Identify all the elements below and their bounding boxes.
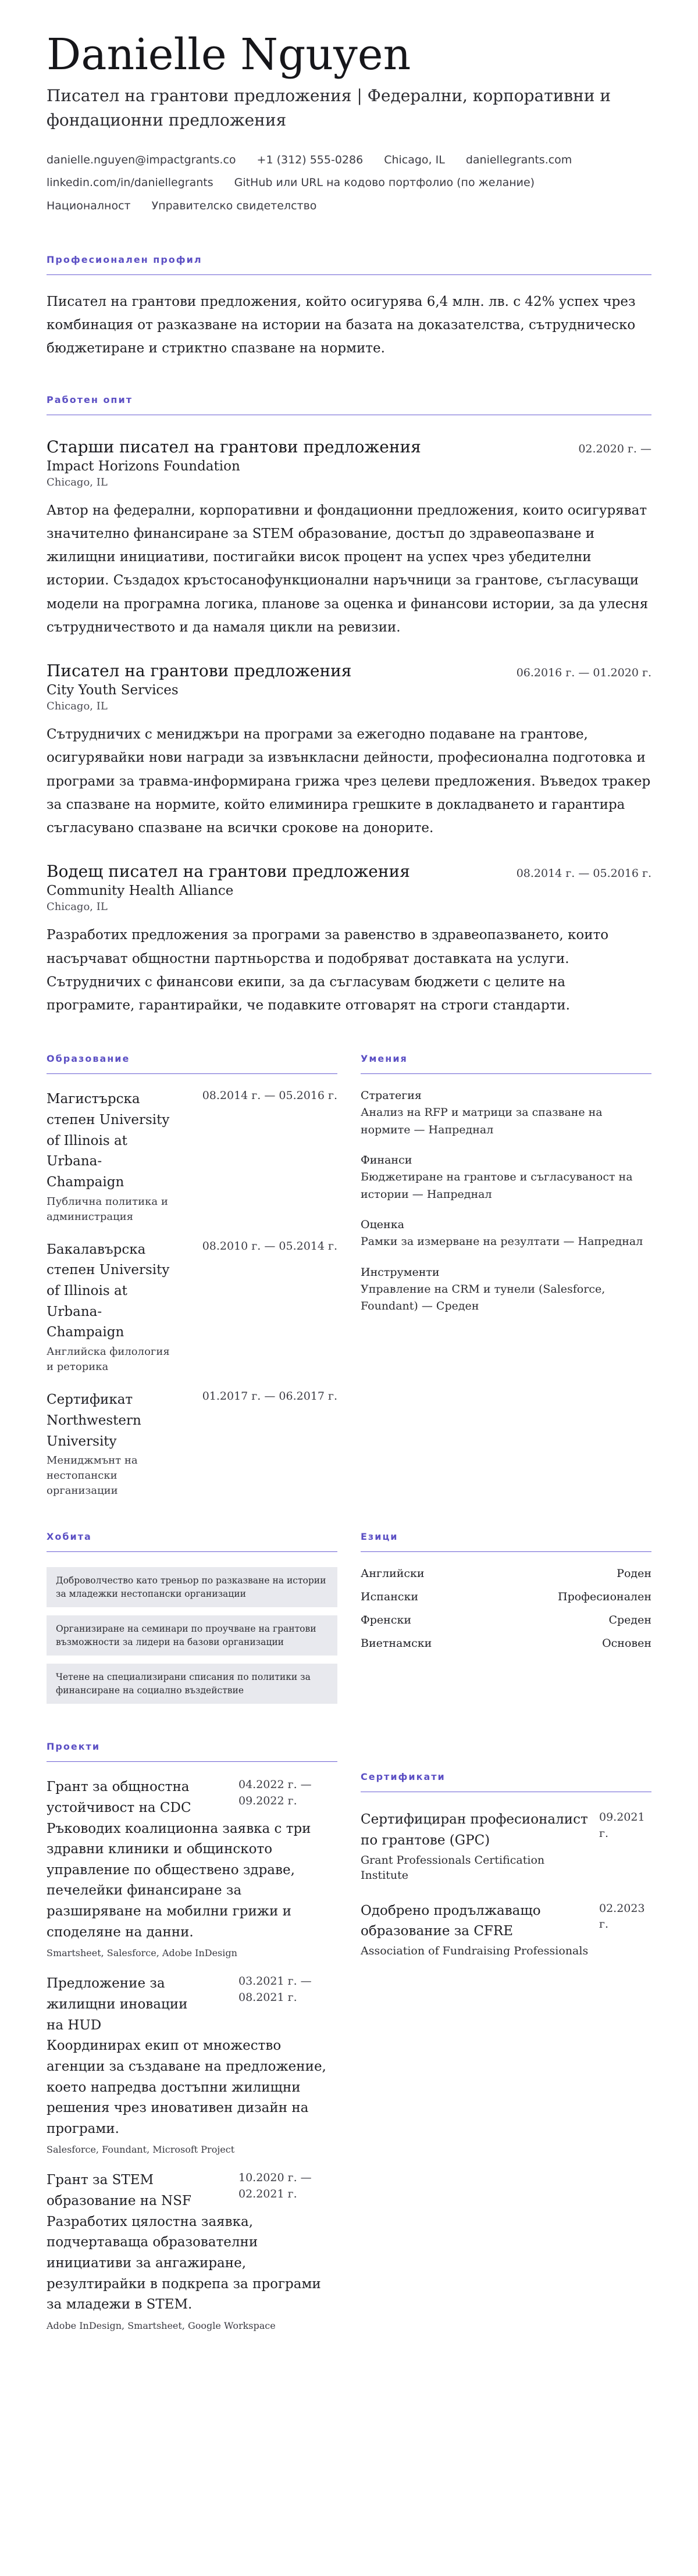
skill-group [361, 1218, 651, 1250]
language-name: Виетнамски [361, 1637, 432, 1650]
job-description: Сътрудничих с мениджъри на програми за ежегодно подаване на грантове, осигурявайки нови награди за извънкласни дейности, професионална подготовка и програми за травма-информирана грижа чрез целеви предложения. Въведох тракер за спазване на нормите, който елиминира грешките в докладването и гарантира съгласувано спазване на всички срокове на донорите. [47, 727, 651, 836]
job-date: 08.2014 г. — 05.2016 г. [516, 867, 651, 880]
project-description: Разработих цялостна заявка, подчертаваща образователни инициативи за ангажиране, резултирайки в подкрепа за програми за младежи в STEM. [47, 2214, 321, 2313]
certificate-issuer: Association of Fundraising Professionals [361, 1944, 589, 1957]
project-tools: Adobe InDesign, Smartsheet, Google Workspace [47, 2320, 276, 2331]
experience-section [47, 394, 651, 1018]
job-description: Разработих предложения за програми за равенство в здравеопазването, които насърчават общностни партньорства и подобряват доставката на услуги. Сътрудничих с финансови екипи, за да съгласувам бюджети с целите на програмите, гарантирайки, че подавките отговарят на строги стандарти. [47, 927, 609, 1014]
section-title: Професионален профил [47, 254, 651, 275]
license: Управителско свидетелство [151, 199, 317, 213]
language-level: Среден [608, 1614, 651, 1627]
linkedin-link[interactable]: linkedin.com/in/daniellegrants [47, 176, 213, 190]
education-entry [47, 1390, 337, 1498]
job-date: 06.2016 г. — 01.2020 г. [516, 666, 651, 680]
headline: Писател на грантови предложения | Федерални, корпоративни и фондационни предложения [47, 85, 611, 130]
location: Chicago, IL [384, 153, 445, 166]
certificates-section [361, 1741, 651, 2331]
projects-section [47, 1741, 337, 2331]
section-title: Хобита [47, 1531, 337, 1552]
education-skills-row [47, 1053, 651, 1498]
language-level: Професионален [558, 1590, 651, 1604]
project-entry [47, 1974, 337, 2155]
skill-category: Инструменти [361, 1265, 440, 1279]
certificate-entry [361, 1901, 651, 1959]
skill-group [361, 1154, 651, 1203]
skill-group [361, 1089, 651, 1139]
project-date: 04.2022 г. — 09.2022 г. [238, 1778, 312, 1807]
skill-category: Финанси [361, 1154, 412, 1167]
profile-summary: Писател на грантови предложения, който осигурява 6,4 млн. лв. с 42% успех чрез комбинация от разказване на истории на базата на доказателства, сътрудническо бюджетиране и стриктно спазване на нормите. [47, 294, 636, 356]
language-row [361, 1590, 651, 1603]
resume-header [47, 30, 651, 213]
section-title: Умения [361, 1053, 651, 1074]
skill-category: Стратегия [361, 1089, 422, 1103]
certificate-date: 09.2021 г. [599, 1811, 645, 1840]
job-location: Chicago, IL [47, 476, 108, 488]
hobbies-languages-row [47, 1531, 651, 1704]
skill-items: Бюджетиране на грантове и съгласуваност на истории — Напреднал [361, 1171, 633, 1201]
education-degree: Сертификат Northwestern University [47, 1392, 141, 1449]
job-date: 02.2020 г. — [578, 442, 651, 455]
project-date: 03.2021 г. — 08.2021 г. [238, 1975, 312, 2004]
skill-category: Оценка [361, 1218, 404, 1232]
job-company: Impact Horizons Foundation [47, 458, 240, 474]
job-entry [47, 661, 651, 840]
section-title: Езици [361, 1531, 651, 1552]
certificate-date: 02.2023 г. [599, 1901, 645, 1931]
project-date: 10.2020 г. — 02.2021 г. [238, 2171, 312, 2201]
hobby-item: Четене на специализирани списания по политики за финансиране на социално въздействие [47, 1664, 337, 1704]
hobbies-section [47, 1531, 337, 1704]
job-entry [47, 862, 651, 1017]
job-title: Старши писател на грантови предложения [47, 437, 421, 456]
contact-row [47, 176, 651, 190]
education-date: 08.2014 г. — 05.2016 г. [202, 1089, 337, 1103]
education-field: Публична политика и администрация [47, 1195, 168, 1223]
nationality: Националност [47, 199, 131, 213]
language-name: Английски [361, 1567, 425, 1580]
website-link[interactable]: daniellegrants.com [465, 153, 572, 166]
job-title: Водещ писател на грантови предложения [47, 862, 410, 882]
education-date: 01.2017 г. — 06.2017 г. [202, 1390, 337, 1403]
job-description: Автор на федерални, корпоративни и фондационни предложения, които осигуряват значително финансиране за STEM образование, достъп до здравеопазване и жилищни инициативи, постигайки висок процент на успех чрез убедителни истории. Създадох кръстосанофункционални наръчници за грантове, съгласуващи модели на програмна логика, планове за оценка и финансови истории, за да улесня сътрудничеството и да намаля цикли на ревизии. [47, 502, 649, 635]
job-location: Chicago, IL [47, 700, 108, 713]
email-link[interactable]: danielle.nguyen@impactgrants.co [47, 153, 236, 166]
language-name: Френски [361, 1614, 412, 1627]
section-title: Сертификати [361, 1771, 651, 1792]
projects-certificates-row [47, 1741, 651, 2331]
language-row [361, 1567, 651, 1580]
hobby-item: Организиране на семинари по проучване на грантови възможности за лидери на базови организации [47, 1615, 337, 1656]
section-title: Образование [47, 1053, 337, 1074]
phone-number[interactable]: +1 (312) 555-0286 [257, 153, 364, 166]
project-entry [47, 1777, 337, 1958]
languages-section [361, 1531, 651, 1704]
certificate-issuer: Grant Professionals Certification Institute [361, 1853, 545, 1882]
profile-section [47, 254, 651, 361]
certificate-name: Сертифициран професионалист по грантове (GPC) [361, 1812, 588, 1848]
project-description: Координирах екип от множество агенции за създаване на предложение, което напредва достъпни жилищни решения чрез иновативен дизайн на програми. [47, 2038, 326, 2136]
contact-info [47, 154, 651, 213]
section-title: Проекти [47, 1741, 337, 1762]
job-entry [47, 437, 651, 640]
skill-items: Рамки за измерване на резултати — Напреднал [361, 1235, 643, 1248]
education-entry [47, 1240, 337, 1375]
candidate-name: Danielle Nguyen [47, 30, 411, 80]
job-title: Писател на грантови предложения [47, 661, 352, 681]
project-description: Ръководих коалиционна заявка с три здравни клиники и общинското управление по обществено здраве, печелейки финансиране за разширяване на мобилни грижи и споделяне на данни. [47, 1821, 311, 1940]
education-field: Английска филология и реторика [47, 1346, 170, 1373]
education-field: Мениджмънт на нестопански организации [47, 1454, 138, 1497]
education-entry [47, 1089, 337, 1224]
project-tools: Smartsheet, Salesforce, Adobe InDesign [47, 1947, 237, 1959]
language-row [361, 1637, 651, 1650]
language-row [361, 1614, 651, 1626]
skill-items: Анализ на RFP и матрици за спазване на нормите — Напреднал [361, 1106, 603, 1136]
hobby-item: Доброволчество като треньор по разказване на истории за младежки нестопански организации [47, 1567, 337, 1607]
education-degree: Бакалавърска степен University of Illinois at Urbana-Champaign [47, 1241, 170, 1340]
skill-group [361, 1266, 651, 1315]
education-degree: Магистърска степен University of Illinois at Urbana-Champaign [47, 1091, 170, 1190]
certificate-entry [361, 1810, 651, 1883]
job-location: Chicago, IL [47, 901, 108, 914]
skill-items: Управление на CRM и тунели (Salesforce, Foundant) — Среден [361, 1282, 606, 1313]
language-level: Основен [602, 1637, 651, 1650]
job-company: Community Health Alliance [47, 883, 234, 899]
portfolio-link[interactable]: GitHub или URL на кодово портфолио (по желание) [234, 176, 535, 190]
project-name: Грант за STEM образование на NSF [47, 2172, 191, 2209]
project-name: Грант за общностна устойчивост на CDC [47, 1779, 191, 1815]
project-tools: Salesforce, Foundant, Microsoft Project [47, 2144, 235, 2156]
project-entry [47, 2170, 337, 2331]
project-name: Предложение за жилищни иновации на HUD [47, 1976, 188, 2033]
section-title: Работен опит [47, 394, 651, 415]
skills-section [361, 1053, 651, 1498]
language-name: Испански [361, 1590, 419, 1604]
language-level: Роден [617, 1567, 651, 1580]
job-company: City Youth Services [47, 683, 179, 698]
contact-row [47, 154, 651, 167]
certificate-name: Одобрено продължаващо образование за CFRE [361, 1903, 541, 1939]
contact-row [47, 199, 651, 213]
education-date: 08.2010 г. — 05.2014 г. [202, 1239, 337, 1253]
education-section [47, 1053, 337, 1498]
